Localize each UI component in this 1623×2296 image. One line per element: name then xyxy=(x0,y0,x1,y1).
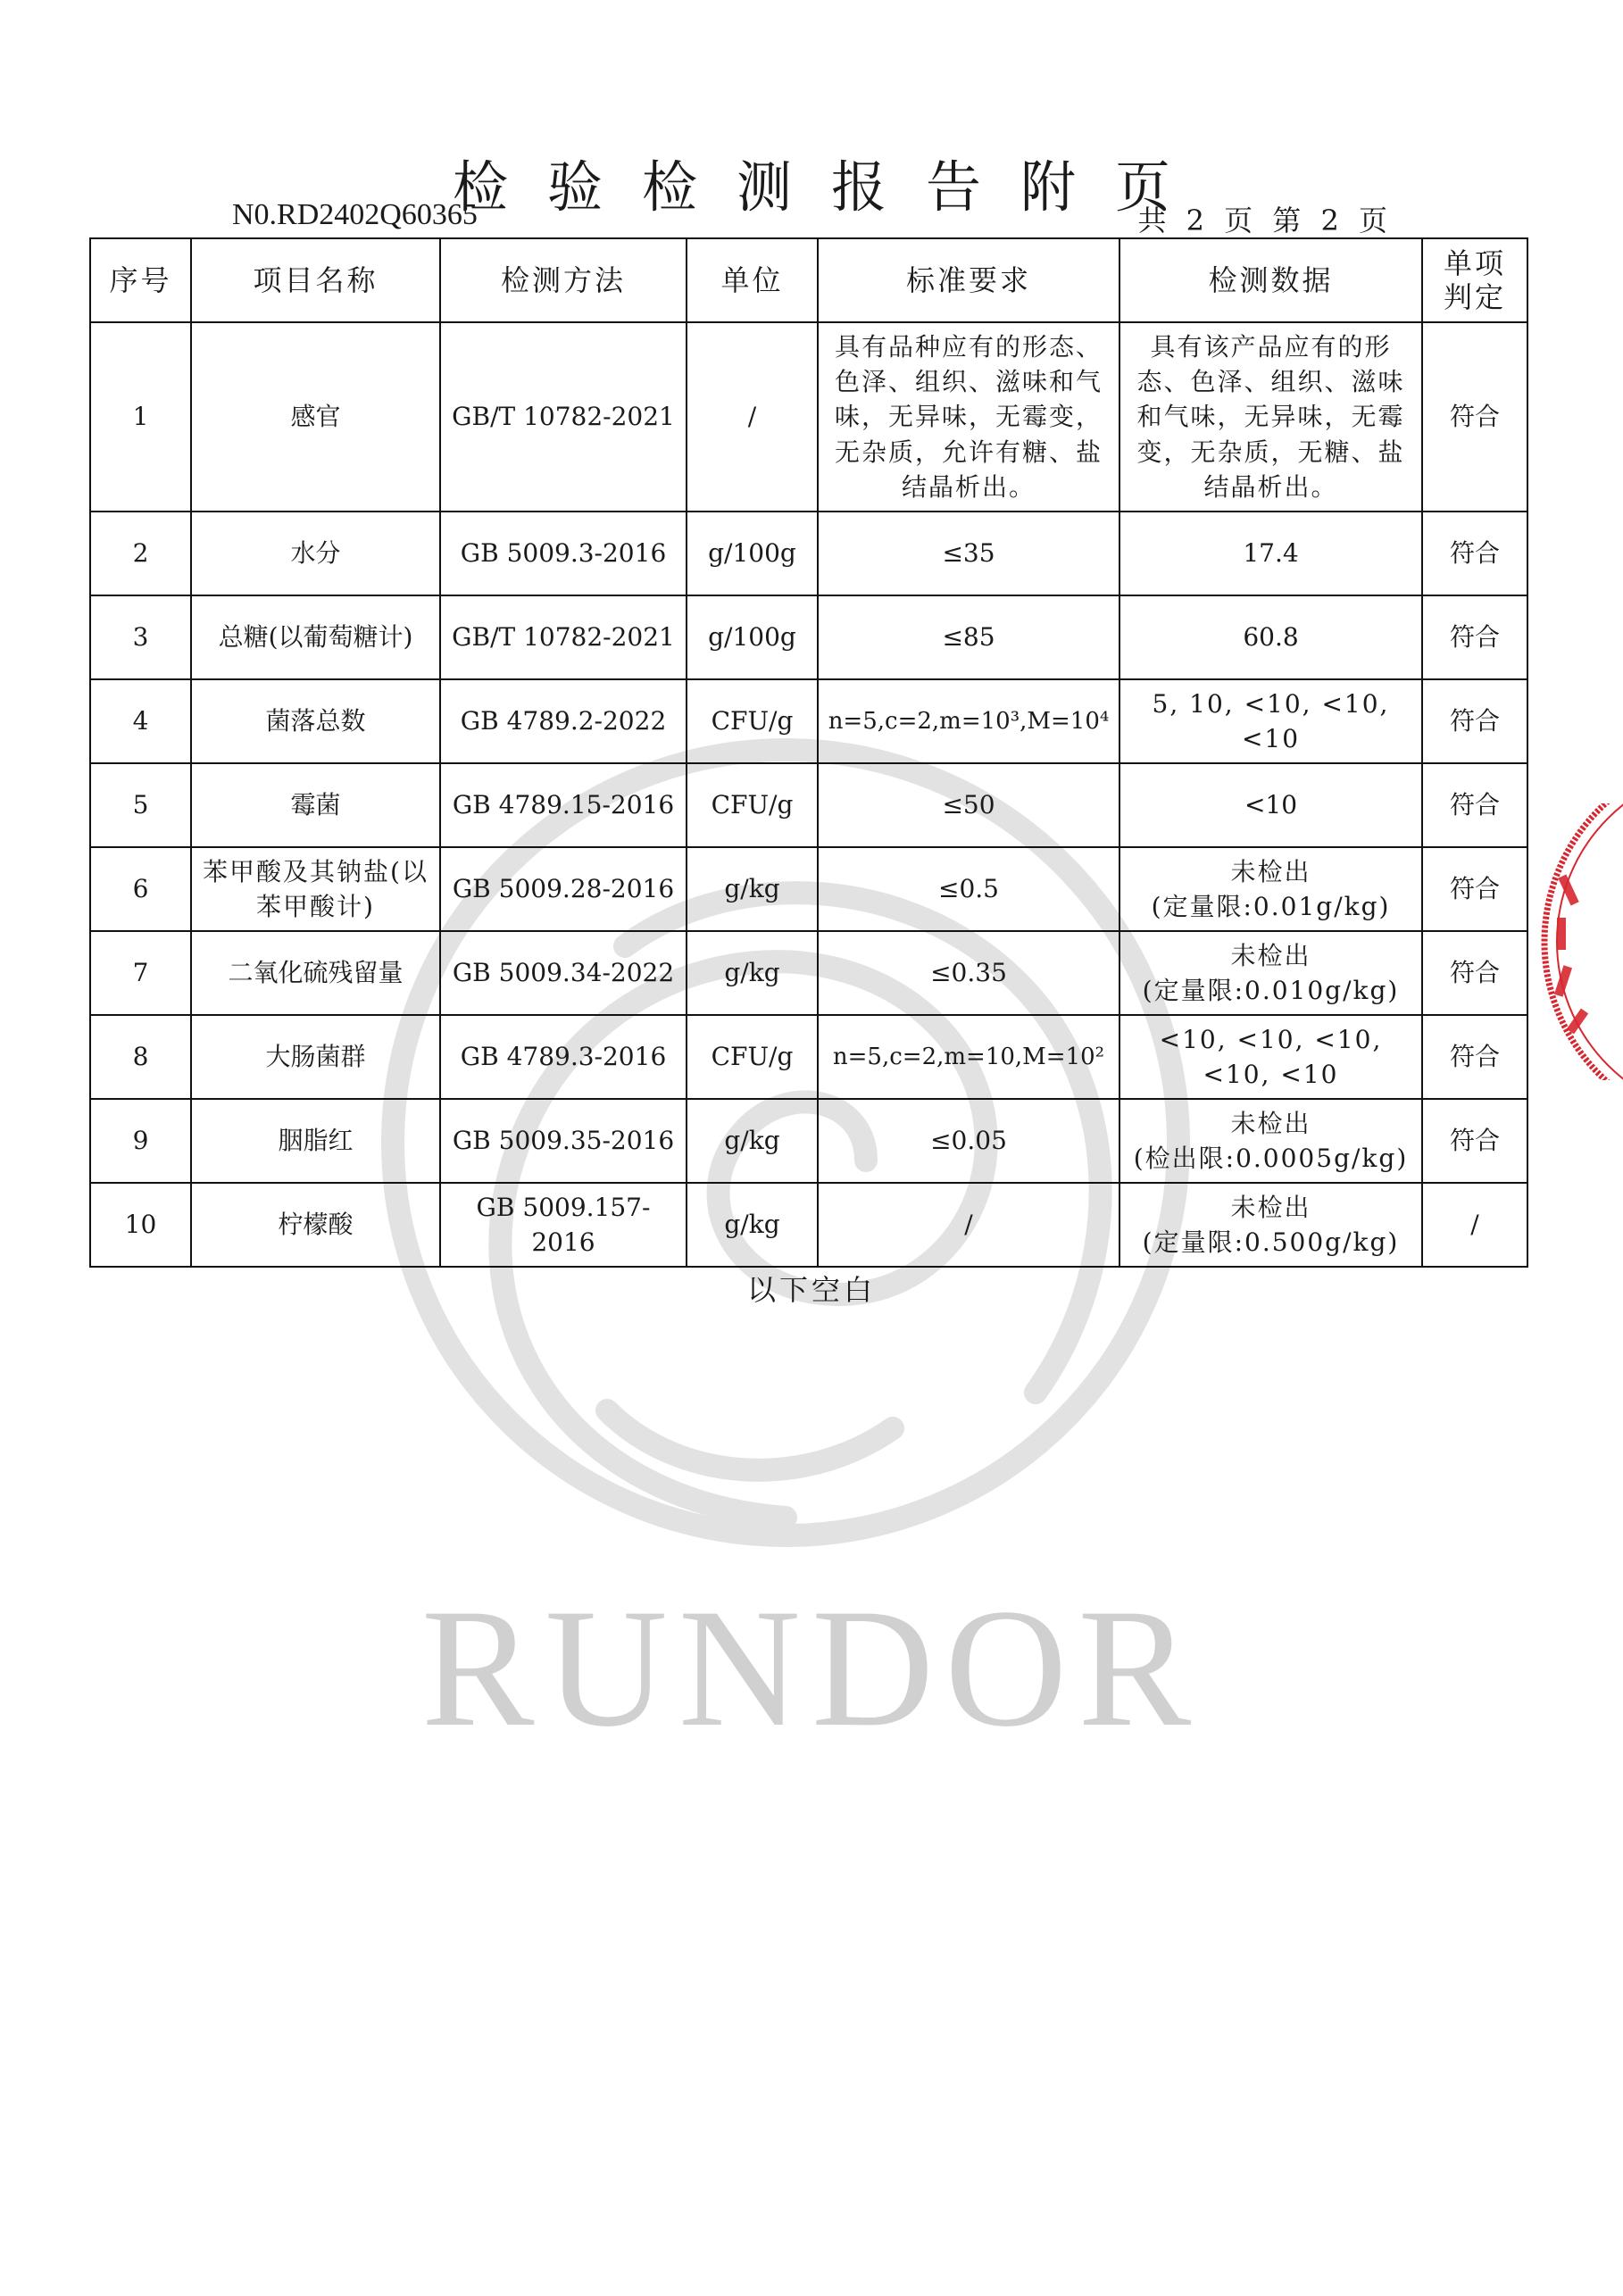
cell-unit: g/kg xyxy=(687,1183,818,1267)
table-row xyxy=(90,847,1527,931)
cell-result: 未检出 (定量限:0.500g/kg) xyxy=(1119,1183,1422,1267)
table-header-row xyxy=(90,238,1527,322)
cell-result: <10, <10, <10, <10, <10 xyxy=(1119,1015,1422,1099)
cell-item: 苯甲酸及其钠盐(以苯甲酸计) xyxy=(191,847,440,931)
cell-no: 4 xyxy=(90,679,191,763)
cell-unit: g/kg xyxy=(687,931,818,1015)
table-row xyxy=(90,763,1527,847)
table-row xyxy=(90,679,1527,763)
cell-no: 6 xyxy=(90,847,191,931)
cell-method: GB 5009.34-2022 xyxy=(440,931,687,1015)
cell-item: 水分 xyxy=(191,512,440,595)
cell-verdict: 符合 xyxy=(1422,679,1527,763)
cell-method: GB 5009.3-2016 xyxy=(440,512,687,595)
cell-result: 未检出 (定量限:0.010g/kg) xyxy=(1119,931,1422,1015)
cell-unit: CFU/g xyxy=(687,679,818,763)
header-unit: 单位 xyxy=(687,238,818,322)
header-item: 项目名称 xyxy=(191,238,440,322)
header-no: 序号 xyxy=(90,238,191,322)
cell-standard: ≤85 xyxy=(818,595,1119,679)
table-row xyxy=(90,322,1527,512)
cell-unit: CFU/g xyxy=(687,1015,818,1099)
cell-unit: g/100g xyxy=(687,512,818,595)
page-title: 检验检测报告附页 xyxy=(452,154,1210,220)
cell-verdict: / xyxy=(1422,1183,1527,1267)
cell-item: 霉菌 xyxy=(191,763,440,847)
cell-no: 7 xyxy=(90,931,191,1015)
table-row xyxy=(90,931,1527,1015)
cell-result: 5, 10, <10, <10, <10 xyxy=(1119,679,1422,763)
table-row xyxy=(90,1015,1527,1099)
cell-standard: ≤0.05 xyxy=(818,1099,1119,1183)
cell-item: 感官 xyxy=(191,322,440,512)
cell-standard: 具有品种应有的形态、色泽、组织、滋味和气味，无异味，无霉变，无杂质，允许有糖、盐结晶析出。 xyxy=(818,322,1119,512)
cell-verdict: 符合 xyxy=(1422,931,1527,1015)
cell-verdict: 符合 xyxy=(1422,1015,1527,1099)
cell-standard: / xyxy=(818,1183,1119,1267)
cell-standard: ≤35 xyxy=(818,512,1119,595)
cell-verdict: 符合 xyxy=(1422,763,1527,847)
seal-stamp-icon xyxy=(1518,803,1623,1080)
cell-method: GB 5009.35-2016 xyxy=(440,1099,687,1183)
cell-standard: ≤0.35 xyxy=(818,931,1119,1015)
report-number: N0.RD2402Q60365 xyxy=(232,198,478,231)
cell-no: 2 xyxy=(90,512,191,595)
cell-unit: / xyxy=(687,322,818,512)
page-info: 共 2 页 第 2 页 xyxy=(1137,204,1393,237)
cell-verdict: 符合 xyxy=(1422,847,1527,931)
cell-result: 具有该产品应有的形态、色泽、组织、滋味和气味，无异味，无霉变，无杂质，无糖、盐结晶析出。 xyxy=(1119,322,1422,512)
cell-verdict: 符合 xyxy=(1422,1099,1527,1183)
cell-method: GB/T 10782-2021 xyxy=(440,595,687,679)
cell-item: 菌落总数 xyxy=(191,679,440,763)
cell-no: 3 xyxy=(90,595,191,679)
cell-no: 1 xyxy=(90,322,191,512)
cell-standard: n=5,c=2,m=10,M=10² xyxy=(818,1015,1119,1099)
cell-method: GB 5009.157-2016 xyxy=(440,1183,687,1267)
table-row xyxy=(90,1099,1527,1183)
cell-no: 5 xyxy=(90,763,191,847)
header-result: 检测数据 xyxy=(1119,238,1422,322)
cell-method: GB 4789.15-2016 xyxy=(440,763,687,847)
cell-result: 未检出 (检出限:0.0005g/kg) xyxy=(1119,1099,1422,1183)
cell-item: 大肠菌群 xyxy=(191,1015,440,1099)
cell-item: 二氧化硫残留量 xyxy=(191,931,440,1015)
watermark-text: RUNDOR xyxy=(420,1575,1203,1762)
header-method: 检测方法 xyxy=(440,238,687,322)
header-standard: 标准要求 xyxy=(818,238,1119,322)
cell-standard: n=5,c=2,m=10³,M=10⁴ xyxy=(818,679,1119,763)
cell-result: 17.4 xyxy=(1119,512,1422,595)
header-verdict: 单项判定 xyxy=(1422,238,1527,322)
cell-no: 10 xyxy=(90,1183,191,1267)
cell-item: 胭脂红 xyxy=(191,1099,440,1183)
cell-method: GB/T 10782-2021 xyxy=(440,322,687,512)
cell-unit: CFU/g xyxy=(687,763,818,847)
cell-verdict: 符合 xyxy=(1422,595,1527,679)
cell-standard: ≤50 xyxy=(818,763,1119,847)
cell-unit: g/100g xyxy=(687,595,818,679)
results-table xyxy=(89,237,1528,1268)
cell-item: 柠檬酸 xyxy=(191,1183,440,1267)
blank-below-note: 以下空白 xyxy=(746,1273,876,1307)
cell-standard: ≤0.5 xyxy=(818,847,1119,931)
cell-item: 总糖(以葡萄糖计) xyxy=(191,595,440,679)
cell-verdict: 符合 xyxy=(1422,322,1527,512)
cell-method: GB 5009.28-2016 xyxy=(440,847,687,931)
cell-method: GB 4789.2-2022 xyxy=(440,679,687,763)
table-row xyxy=(90,1183,1527,1267)
cell-verdict: 符合 xyxy=(1422,512,1527,595)
cell-unit: g/kg xyxy=(687,847,818,931)
cell-no: 9 xyxy=(90,1099,191,1183)
cell-unit: g/kg xyxy=(687,1099,818,1183)
table-row xyxy=(90,512,1527,595)
cell-no: 8 xyxy=(90,1015,191,1099)
cell-result: 60.8 xyxy=(1119,595,1422,679)
cell-result: <10 xyxy=(1119,763,1422,847)
cell-method: GB 4789.3-2016 xyxy=(440,1015,687,1099)
table-row xyxy=(90,595,1527,679)
cell-result: 未检出 (定量限:0.01g/kg) xyxy=(1119,847,1422,931)
